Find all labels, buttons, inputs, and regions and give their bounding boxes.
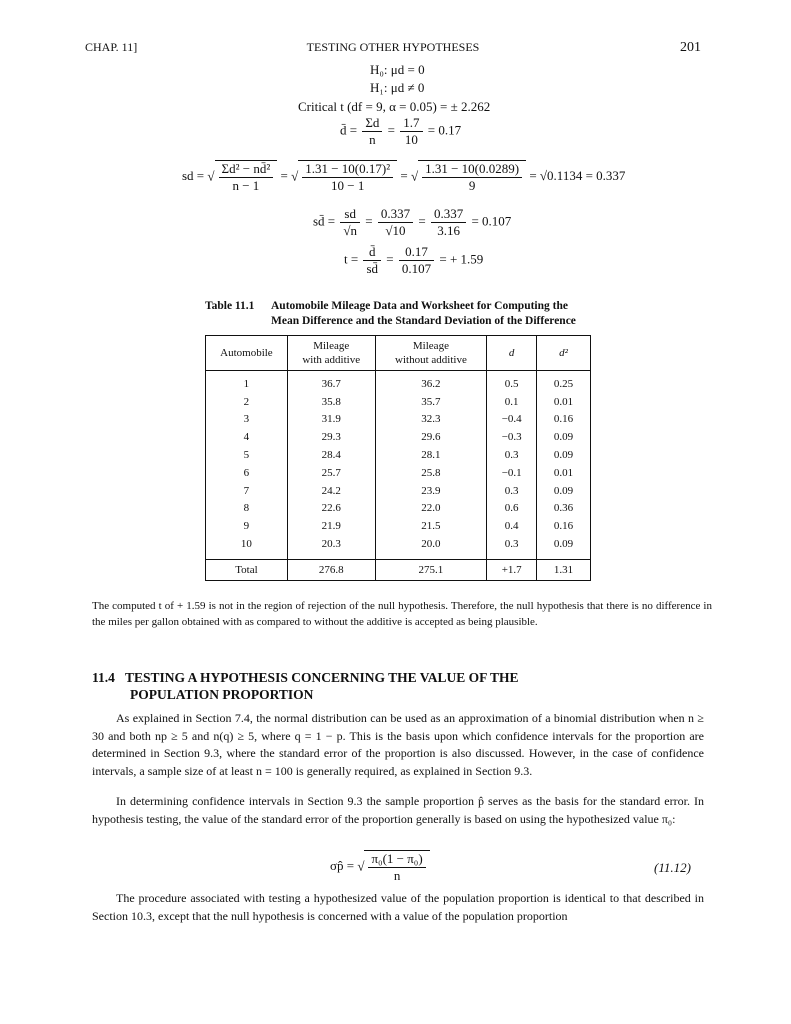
cell-d: 0.3 [487, 535, 537, 553]
table-total-row [206, 559, 591, 580]
cell-without-additive: 20.0 [375, 535, 487, 553]
cell-without-additive: 21.5 [375, 517, 487, 535]
cell-d: −0.1 [487, 464, 537, 482]
cell-automobile: 4 [206, 428, 288, 446]
cell-d: 0.1 [487, 393, 537, 411]
paragraph-2: In determining confidence intervals in Section 9.3 the sample proportion p̂ serves as the basis for the standard error. In hypothesis testing, the value of the standard error of the proportion generally is based on using the hypothesized value π₀: [92, 794, 704, 826]
table-row [206, 517, 591, 535]
cell-automobile: 9 [206, 517, 288, 535]
cell-with-additive: 25.7 [287, 464, 375, 482]
table-row [206, 482, 591, 500]
cell-d-squared: 0.09 [537, 482, 591, 500]
table-row [206, 371, 591, 393]
section-title-line1: TESTING A HYPOTHESIS CONCERNING THE VALUE OF THE [125, 670, 519, 685]
cell-with-additive: 29.3 [287, 428, 375, 446]
sd-fraction-substituted: $\frac{\text{1.31 − 10(0.17)²}}{10 - 1}$ [302, 161, 393, 194]
cell-with-additive: 31.9 [287, 411, 375, 429]
section-number: 11.4 [92, 670, 115, 685]
cell-automobile: 10 [206, 535, 288, 553]
t-lhs: t = [344, 251, 359, 267]
running-head [85, 40, 701, 56]
table-row [206, 500, 591, 518]
se-lhs: sd̄ = [313, 213, 336, 229]
table-row [206, 428, 591, 446]
cell-d-squared: 0.16 [537, 517, 591, 535]
chapter-label: CHAP. 11] [85, 40, 138, 54]
cell-without-additive: 32.3 [375, 411, 487, 429]
table-title-line2: Mean Difference and the Standard Deviation of the Difference [271, 315, 576, 327]
formula-11-12: σp̂ = √ $\frac{\text{π₀(1 − π₀)}}{n}$ [330, 850, 430, 884]
cell-with-additive: 21.9 [287, 517, 375, 535]
sd-result: = √0.1134 = 0.337 [529, 167, 626, 183]
table-title-line1: Automobile Mileage Data and Worksheet for Computing the [271, 300, 568, 312]
cell-without-additive: 35.7 [375, 393, 487, 411]
cell-automobile: 3 [206, 411, 288, 429]
cell-d: 0.3 [487, 446, 537, 464]
cell-d-squared: 0.09 [537, 446, 591, 464]
cell-automobile: 1 [206, 371, 288, 393]
dbar-lhs: d̄ = [340, 122, 358, 138]
total-cell-with-additive: 276.8 [287, 559, 375, 580]
se-result: = 0.107 [471, 213, 512, 229]
table-row [206, 411, 591, 429]
dbar-fraction-values: $\frac{1.7}{10}$ [400, 115, 422, 148]
critical-t: Critical t (df = 9, α = 0.05) = ± 2.262 [298, 99, 491, 114]
section-title-line2: POPULATION PROPORTION [130, 687, 314, 702]
formula-lhs: σp̂ = [330, 857, 355, 873]
mileage-table [205, 335, 591, 581]
cell-d-squared: 0.01 [537, 393, 591, 411]
cell-d-squared: 0.36 [537, 500, 591, 518]
table-row [206, 393, 591, 411]
cell-d-squared: 0.09 [537, 535, 591, 553]
header-d-squared: d² [537, 336, 591, 371]
page-number: 201 [680, 40, 701, 55]
table-row [206, 446, 591, 464]
mean-difference-formula: d̄ = $\frac{\Sigma d}{n}$ = $\frac{1.7}{10}$ = 0.17 [340, 115, 462, 147]
cell-with-additive: 28.4 [287, 446, 375, 464]
conclusion-text: The computed t of + 1.59 is not in the region of rejection of the null hypothesis. Therefore, the null hypothesis that there is no difference in the miles per gallon obtained with as compared to without the additive is accepted as being plausible. [92, 600, 712, 628]
standard-error-formula: sd̄ = $\frac{sd}{√n}$ = $\frac{0.337}{√10}$ = $\frac{0.337}{3.16}$ = 0.107 [313, 206, 512, 238]
cell-with-additive: 36.7 [287, 371, 375, 393]
sd-lhs: sd = [182, 167, 205, 183]
cell-with-additive: 24.2 [287, 482, 375, 500]
table-row [206, 535, 591, 553]
cell-automobile: 8 [206, 500, 288, 518]
total-cell-d: +1.7 [487, 559, 537, 580]
sd-fraction-simplified: $\frac{1.31 - 10(0.0289)}{9}$ [422, 161, 522, 194]
cell-d-squared: 0.09 [537, 428, 591, 446]
alt-hypothesis: H₁: μd ≠ 0 [370, 80, 425, 95]
header-d: d [487, 336, 537, 371]
cell-d: 0.5 [487, 371, 537, 393]
cell-with-additive: 20.3 [287, 535, 375, 553]
t-statistic-formula: t = $\frac{d̄}{sd̄}$ = $\frac{0.17}{0.107}$ = + 1.59 [344, 244, 484, 276]
running-title: TESTING OTHER HYPOTHESES [306, 40, 480, 54]
table-label: Table 11.1 [205, 300, 255, 312]
total-cell-automobile: Total [206, 559, 288, 580]
cell-automobile: 2 [206, 393, 288, 411]
total-cell-without-additive: 275.1 [375, 559, 487, 580]
header-automobile: Automobile [206, 336, 288, 371]
section-heading [92, 669, 692, 703]
cell-automobile: 7 [206, 482, 288, 500]
cell-d: 0.4 [487, 517, 537, 535]
header-without-additive: Mileage without additive [375, 336, 487, 371]
t-result: = + 1.59 [439, 251, 484, 267]
cell-without-additive: 25.8 [375, 464, 487, 482]
null-hypothesis: H₀: μd = 0 [370, 62, 425, 77]
cell-d: 0.6 [487, 500, 537, 518]
cell-without-additive: 23.9 [375, 482, 487, 500]
cell-d-squared: 0.25 [537, 371, 591, 393]
header-with-additive: Mileage with additive [287, 336, 375, 371]
table-row [206, 464, 591, 482]
table-header-row [206, 336, 591, 371]
cell-without-additive: 22.0 [375, 500, 487, 518]
cell-without-additive: 28.1 [375, 446, 487, 464]
dbar-result: = 0.17 [427, 122, 462, 138]
dbar-fraction: $\frac{\Sigma d}{n}$ [362, 115, 382, 148]
cell-with-additive: 22.6 [287, 500, 375, 518]
cell-d-squared: 0.01 [537, 464, 591, 482]
cell-d-squared: 0.16 [537, 411, 591, 429]
cell-d: −0.4 [487, 411, 537, 429]
cell-d: −0.3 [487, 428, 537, 446]
formula-fraction: $\frac{\text{π₀(1 − π₀)}}{n}$ [368, 851, 425, 884]
total-cell-d-squared: 1.31 [537, 559, 591, 580]
equation-number: (11.12) [654, 860, 691, 875]
cell-without-additive: 36.2 [375, 371, 487, 393]
cell-with-additive: 35.8 [287, 393, 375, 411]
cell-d: 0.3 [487, 482, 537, 500]
paragraph-1: As explained in Section 7.4, the normal distribution can be used as an approximation of a binomial distribution when n ≥ 30 and both np ≥ 5 and n(q) ≥ 5, where q = 1 − p. This is the basis upon which confidence intervals for the proportion are determined in Section 9.3, where the standard error of the proportion is also discussed. However, in the case of confidence intervals, a sample size of at least n = 100 is generally required, as explained in Section 9.3. [92, 711, 704, 778]
cell-automobile: 6 [206, 464, 288, 482]
cell-automobile: 5 [206, 446, 288, 464]
sd-fraction-symbolic: $\frac{\text{Σd² − nd̄²}}{n - 1}$ [219, 161, 274, 194]
paragraph-3: The procedure associated with testing a hypothesized value of the population proportion is identical to that described in Section 10.3, except that the null hypothesis is concerned with a value of the population proportion [92, 891, 704, 923]
cell-without-additive: 29.6 [375, 428, 487, 446]
sd-formula: sd = √ $\frac{\text{Σd² − nd̄²}}{n - 1}$ = √ $\frac{\text{1.31 − 10(0.17)²}}{10 - 1}$ = √ $\frac{1.31 - 10(0.0289)}{9}$ = √0.1134 = 0.337 [182, 161, 626, 193]
